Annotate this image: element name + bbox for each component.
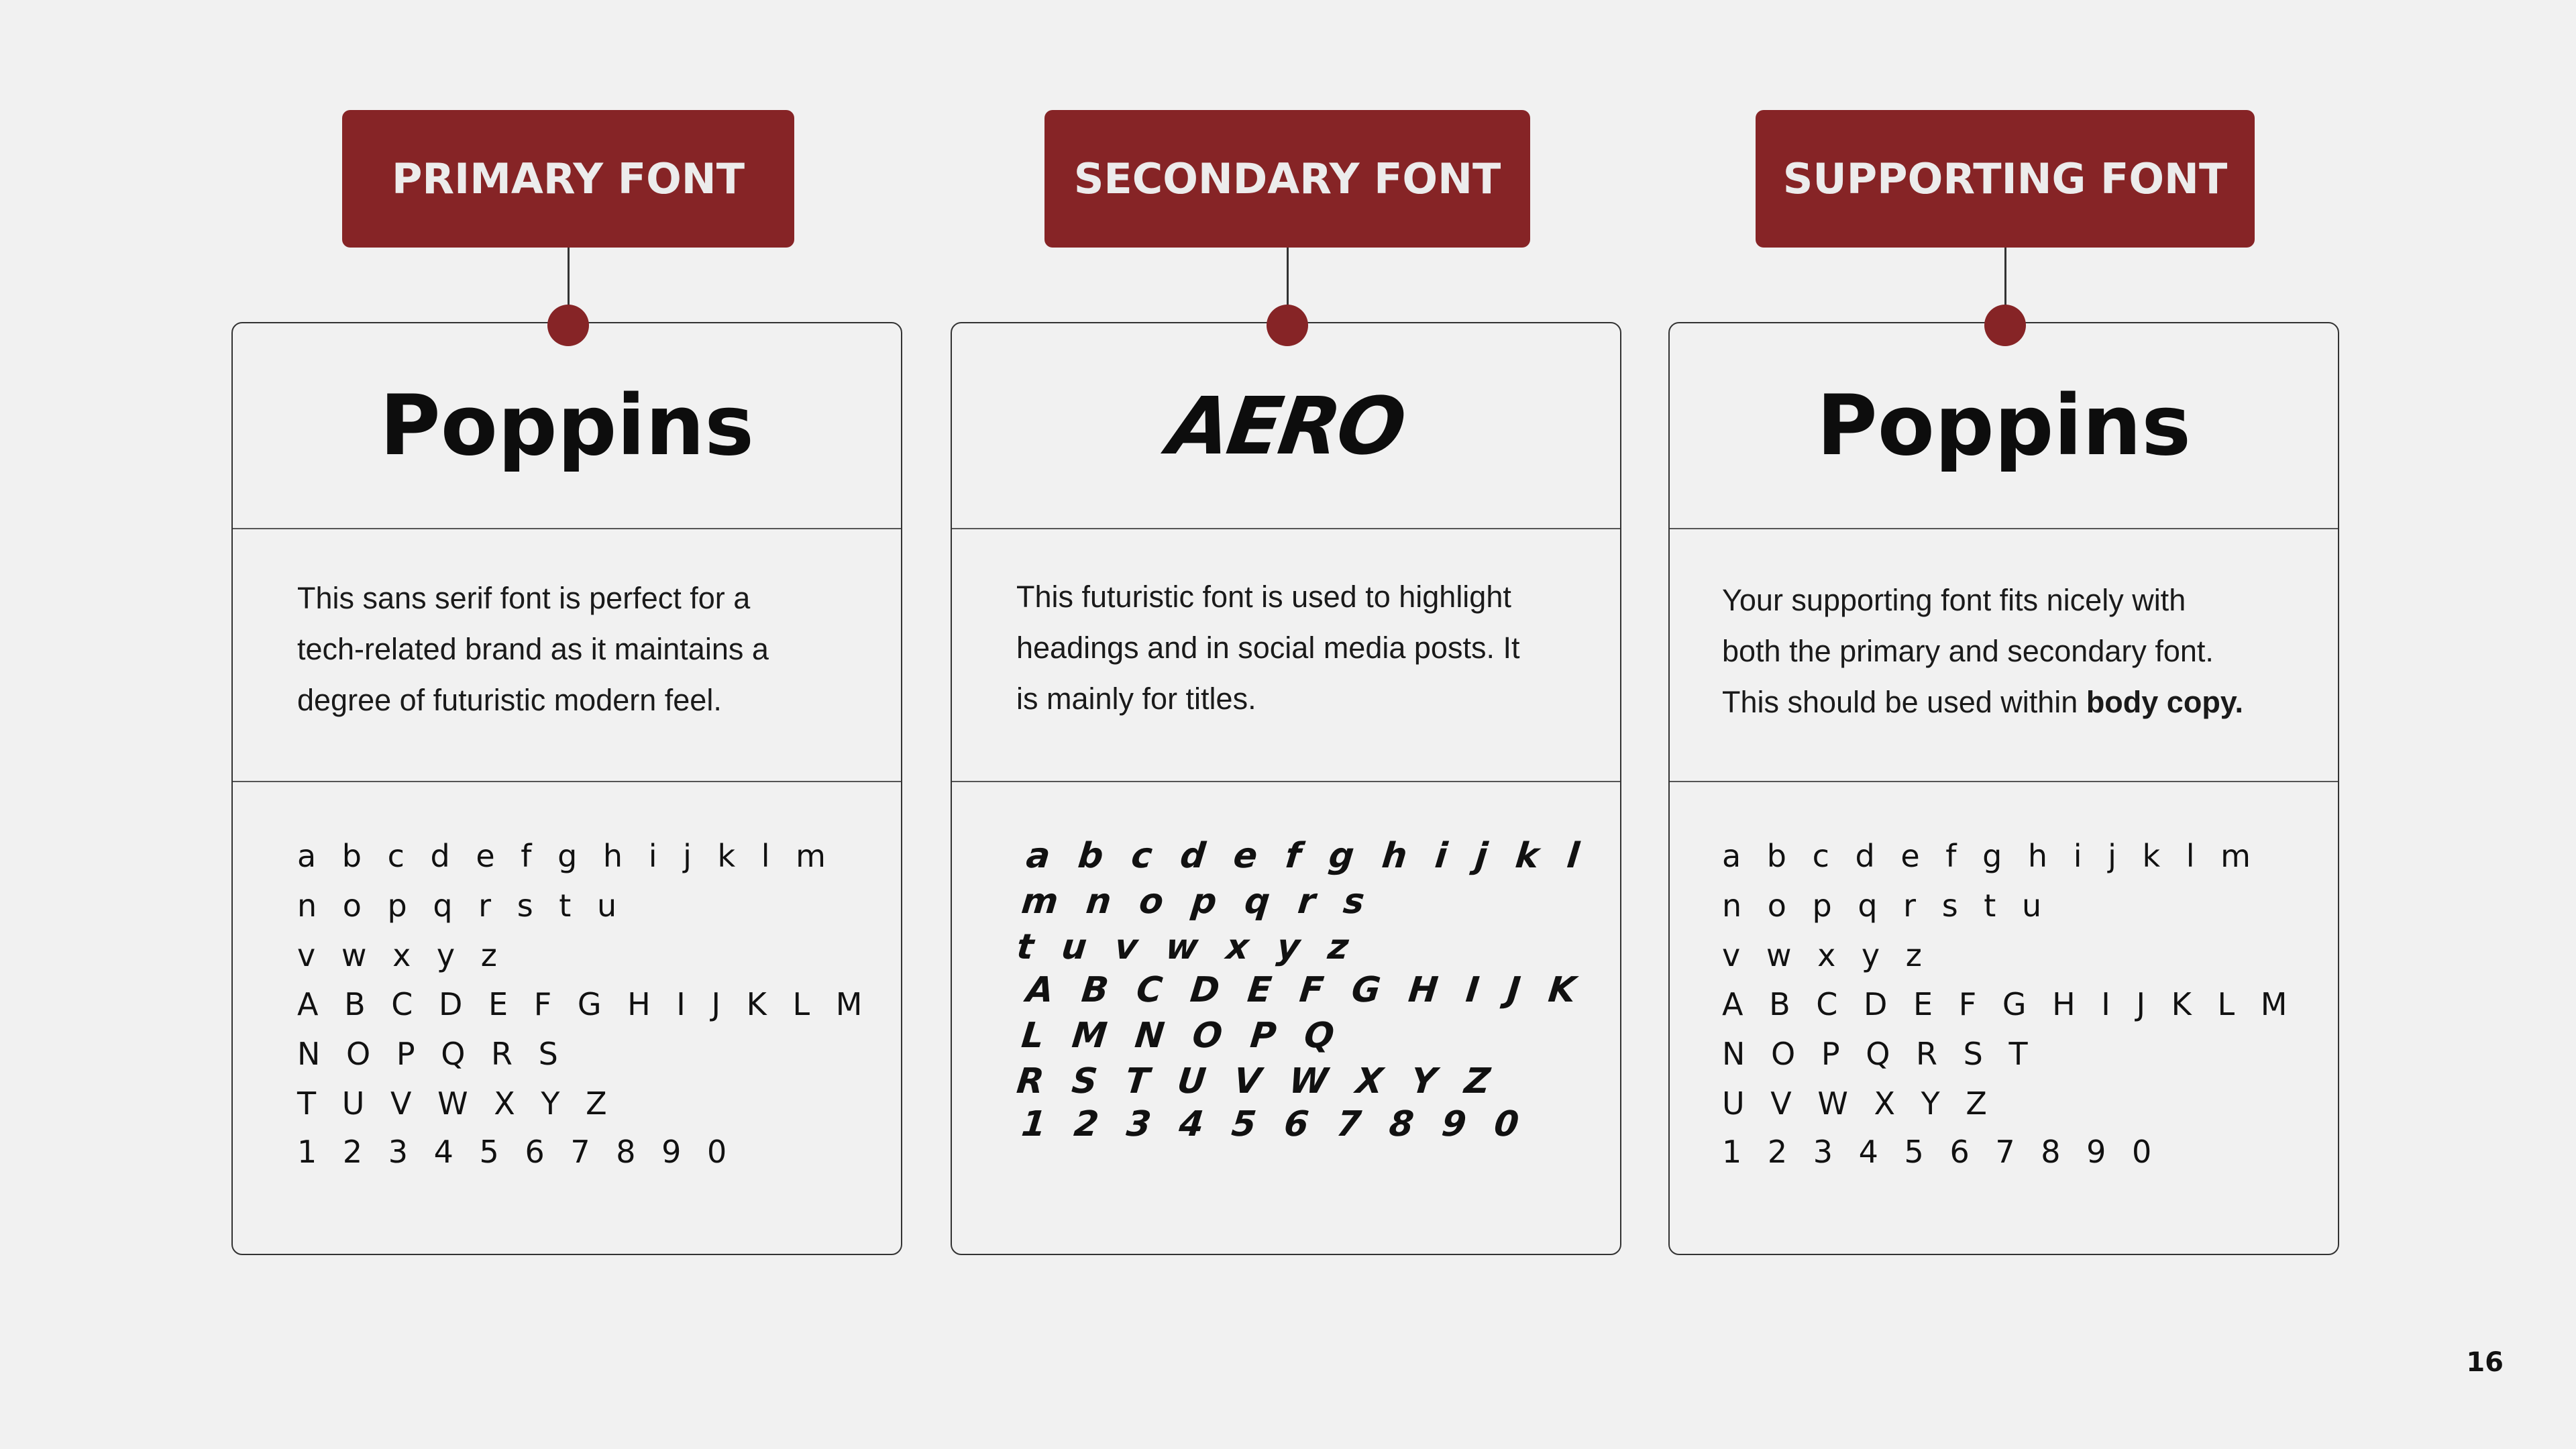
divider [952, 528, 1620, 529]
specimen-line: t u v w x y z [1014, 927, 1359, 967]
connector-dot [1984, 305, 2026, 346]
description-line: Your supporting font fits nicely with [1722, 583, 2186, 617]
supporting-font-column [1668, 0, 2342, 1449]
description-line: tech-related brand as it maintains a [297, 632, 769, 666]
specimen-line: R S T U V W X Y Z [1014, 1061, 1501, 1102]
secondary-font-column [951, 0, 1624, 1449]
primary-font-label: PRIMARY FONT [342, 110, 794, 248]
lowercase-specimen [1014, 833, 1605, 970]
specimen-line: v w x y z [297, 937, 505, 973]
font-description [1722, 575, 2299, 728]
lowercase-specimen [297, 831, 874, 980]
divider [952, 781, 1620, 782]
lowercase-specimen [1722, 831, 2299, 980]
specimen-line: T U V W X Y Z [297, 1085, 615, 1122]
font-description [297, 573, 874, 726]
description-text: This should be used within [1722, 685, 2086, 719]
description-line: degree of futuristic modern feel. [297, 683, 722, 717]
specimen-line: v w x y z [1722, 937, 1930, 973]
divider [233, 781, 901, 782]
primary-font-card [231, 322, 902, 1255]
uppercase-specimen [297, 979, 874, 1128]
secondary-font-label: SECONDARY FONT [1044, 110, 1530, 248]
uppercase-specimen [1722, 979, 2299, 1128]
font-description [1016, 572, 1593, 724]
description-line: This sans serif font is perfect for a [297, 581, 751, 615]
specimen-line: U V W X Y Z [1722, 1085, 1995, 1122]
uppercase-specimen [1014, 967, 1605, 1104]
description-line [1722, 677, 2299, 728]
specimen-line: a b c d e f g h i j k l m n o p q r s [1019, 836, 1589, 922]
connector-dot [547, 305, 589, 346]
font-name: Poppins [379, 377, 755, 474]
specimen-line: A B C D E F G H I J K L M N O P Q [1019, 970, 1586, 1056]
specimen-line: A B C D E F G H I J K L M N O P Q R S T [1722, 986, 2296, 1072]
secondary-font-card [951, 322, 1621, 1255]
description-line: headings and in social media posts. It [1016, 631, 1520, 665]
divider [1670, 528, 2338, 529]
description-line: is mainly for titles. [1016, 682, 1256, 716]
divider [1670, 781, 2338, 782]
font-name: AERO [1163, 379, 1409, 472]
digits-specimen: 1 2 3 4 5 6 7 8 9 0 [1722, 1134, 2160, 1170]
digits-specimen: 1 2 3 4 5 6 7 8 9 0 [297, 1134, 735, 1170]
divider [233, 528, 901, 529]
supporting-font-label: SUPPORTING FONT [1756, 110, 2255, 248]
page-number: 16 [2466, 1347, 2504, 1378]
specimen-line: a b c d e f g h i j k l m n o p q r s t u [297, 838, 834, 924]
digits-specimen: 1 2 3 4 5 6 7 8 9 0 [1019, 1104, 1529, 1144]
description-emphasis: body copy. [2086, 685, 2243, 719]
primary-font-column [231, 0, 905, 1449]
specimen-line: A B C D E F G H I J K L M N O P Q R S [297, 986, 871, 1072]
specimen-line: a b c d e f g h i j k l m n o p q r s t u [1722, 838, 2259, 924]
supporting-font-card [1668, 322, 2339, 1255]
font-name: Poppins [1816, 377, 2192, 474]
description-line: both the primary and secondary font. [1722, 634, 2214, 668]
connector-dot [1267, 305, 1308, 346]
description-line: This futuristic font is used to highlight [1016, 580, 1511, 614]
